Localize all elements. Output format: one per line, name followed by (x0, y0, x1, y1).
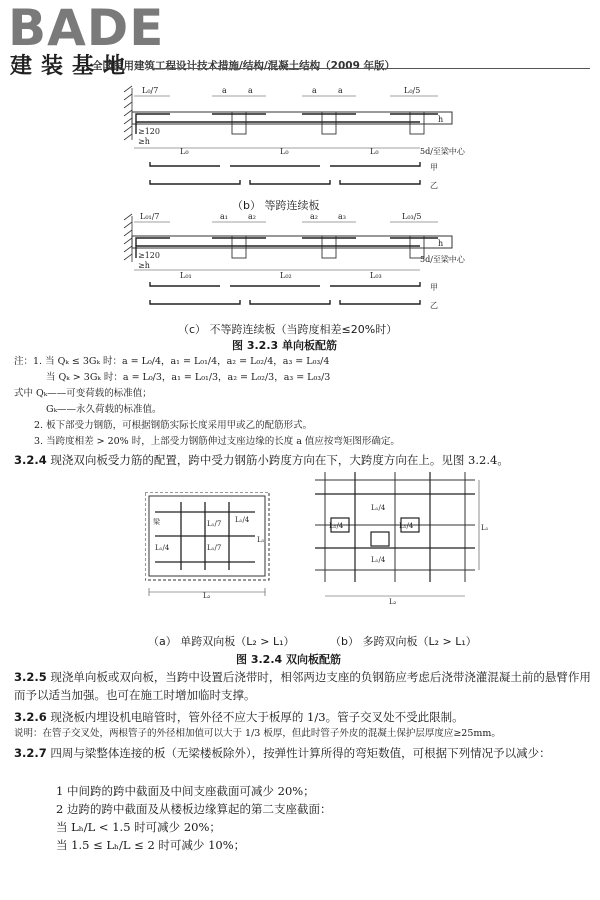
fig-324b-label: L₁/4 (371, 504, 386, 512)
figure-c-drawing (120, 210, 590, 318)
figure-b-drawing (120, 82, 590, 200)
section-number: 3.2.7 (14, 746, 47, 760)
fig-b-label: a (338, 86, 343, 95)
figure-324b-caption: （b） 多跨双向板（L₂ > L₁） (330, 635, 477, 648)
section-text: 现浇单向板或双向板，当跨中设置后浇带时，相邻两边支座的负钢筋应考虑后浇带浇灌混凝土前的悬臂作用而予以适当加强。也可在施工时增加临时支撑。 (14, 670, 591, 702)
fig-324a-label: L₁/7 (207, 520, 222, 528)
fig-b-label: L₀ (280, 147, 289, 156)
fig-b-label: L₀/7 (142, 86, 159, 95)
fig-c-label: a₂ (310, 212, 318, 221)
section-3-2-7 (14, 744, 594, 762)
fig-324b-label: L₁/4 (371, 556, 386, 564)
header-series-title: 全国民用建筑工程设计技术措施/结构/混凝土结构（2009 年版） (92, 60, 396, 72)
fig-b-label: L₀ (370, 147, 379, 156)
fig-c-label: a₃ (338, 212, 346, 221)
fig-c-label: ≥h (138, 261, 150, 270)
fig-c-label: a₂ (248, 212, 256, 221)
fig-324b-label: L₁/4 (329, 522, 344, 530)
section-text: 现浇板内埋设机电暗管时，管外径不应大于板厚的 1/3。管子交叉处不受此限制。 (50, 710, 464, 724)
figure-324b-drawing (305, 470, 495, 630)
section-text: 四周与梁整体连接的板（无梁楼板除外），按弹性计算所得的弯矩数值，可根据下列情况予以减少： (50, 746, 551, 760)
fig-c-label: ≥120 (138, 251, 160, 260)
section-3-2-4 (14, 451, 594, 469)
fig-324b-label: L₂ (389, 598, 397, 606)
fig-b-label: ≥120 (138, 127, 160, 136)
note-2: 2. 板下部受力钢筋，可根据钢筋实际长度采用甲或乙的配筋形式。 (34, 420, 313, 431)
figure-3-2-3-title: 图 3.2.3 单向板配筋 (232, 339, 337, 352)
fig-324a-label: L₁/4 (155, 544, 170, 552)
section-3-2-7-item-4: 当 1.5 ≤ Lₕ/L ≤ 2 时可减少 10%； (56, 838, 246, 852)
fig-324b-label: L₁ (481, 524, 489, 532)
fig-b-label: a (222, 86, 227, 95)
fig-c-label: L₀₁ (180, 271, 192, 280)
fig-c-label: L₀₁/7 (140, 212, 160, 221)
section-number: 3.2.4 (14, 453, 47, 467)
note-1-line-a: 注：1. 当 Qₖ ≤ 3Gₖ 时：a = L₀/4，a₁ = L₀₁/4，a₂ = L₀₂/4，a₃ = L₀₃/4 (14, 356, 330, 367)
brand-logo-chinese: 建装基地 (10, 54, 135, 79)
fig-c-label: L₀₂ (280, 271, 292, 280)
section-3-2-7-item-3: 当 Lₕ/L < 1.5 时可减少 20%； (56, 820, 221, 834)
fig-324a-label: L₁/7 (207, 544, 222, 552)
fig-c-label: a₁ (220, 212, 228, 221)
fig-b-label: 甲 (430, 163, 438, 172)
fig-324a-label: L₂ (203, 592, 211, 600)
fig-324a-label: 梁 (153, 518, 160, 526)
note-3: 3. 当跨度相差 > 20% 时，上部受力钢筋伸过支座边缘的长度 a 值应按弯矩图形确定。 (34, 436, 400, 447)
fig-c-label: L₀₃/5 (402, 212, 422, 221)
header-rule (150, 68, 590, 69)
fig-c-label: 甲 (430, 283, 438, 292)
fig-b-label: 乙 (430, 181, 438, 190)
fig-324a-label: L₁/4 (235, 516, 250, 524)
section-3-2-7-item-2: 2 边跨的跨中截面及从楼板边缘算起的第二支座截面： (56, 802, 332, 816)
fig-b-label: a (248, 86, 253, 95)
brand-logo: BADE (8, 0, 165, 57)
fig-b-label: 5d/至梁中心 (420, 147, 465, 156)
section-text: 现浇双向板受力筋的配置，跨中受力钢筋小跨度方向在下，大跨度方向在上。见图 3.2.4。 (50, 453, 509, 467)
section-3-2-6 (14, 708, 594, 726)
fig-b-label: a (312, 86, 317, 95)
fig-c-label: h (438, 239, 444, 248)
section-number: 3.2.6 (14, 710, 47, 724)
section-3-2-6-note: 说明：在管子交叉处，两根管子的外径相加值可以大于 1/3 板厚，但此时管子外皮的混凝土保护层厚度应≥25mm。 (14, 728, 501, 739)
section-3-2-7-item-1: 1 中间跨的跨中截面及中间支座截面可减少 20%； (56, 784, 315, 798)
note-1-line-d: Gₖ——永久荷载的标准值。 (46, 404, 162, 415)
note-1-line-c: 式中 Qₖ——可变荷载的标准值； (14, 388, 152, 399)
fig-b-label: L₀/5 (404, 86, 421, 95)
figure-c-caption: （c） 不等跨连续板（当跨度相差≤20%时） (178, 323, 398, 336)
fig-324a-label: L₁ (257, 536, 265, 544)
figure-324a-drawing (145, 492, 275, 622)
figure-3-2-4-title: 图 3.2.4 双向板配筋 (236, 653, 341, 666)
fig-c-label: L₀₃ (370, 271, 382, 280)
note-1-line-b: 当 Qₖ > 3Gₖ 时：a = L₀/3，a₁ = L₀₁/3，a₂ = L₀₂/3，a₃ = L₀₃/3 (46, 372, 331, 383)
fig-c-label: 乙 (430, 301, 438, 310)
fig-c-label: 5d/至梁中心 (420, 255, 465, 264)
section-3-2-5 (14, 668, 594, 704)
fig-324b-label: L₁/4 (399, 522, 414, 530)
figure-b-caption: （b） 等跨连续板 (232, 199, 320, 212)
figure-324a-caption: （a） 单跨双向板（L₂ > L₁） (148, 635, 295, 648)
fig-b-label: L₀ (180, 147, 189, 156)
section-number: 3.2.5 (14, 670, 47, 684)
fig-b-label: ≥h (138, 137, 150, 146)
fig-b-label: h (438, 115, 444, 124)
